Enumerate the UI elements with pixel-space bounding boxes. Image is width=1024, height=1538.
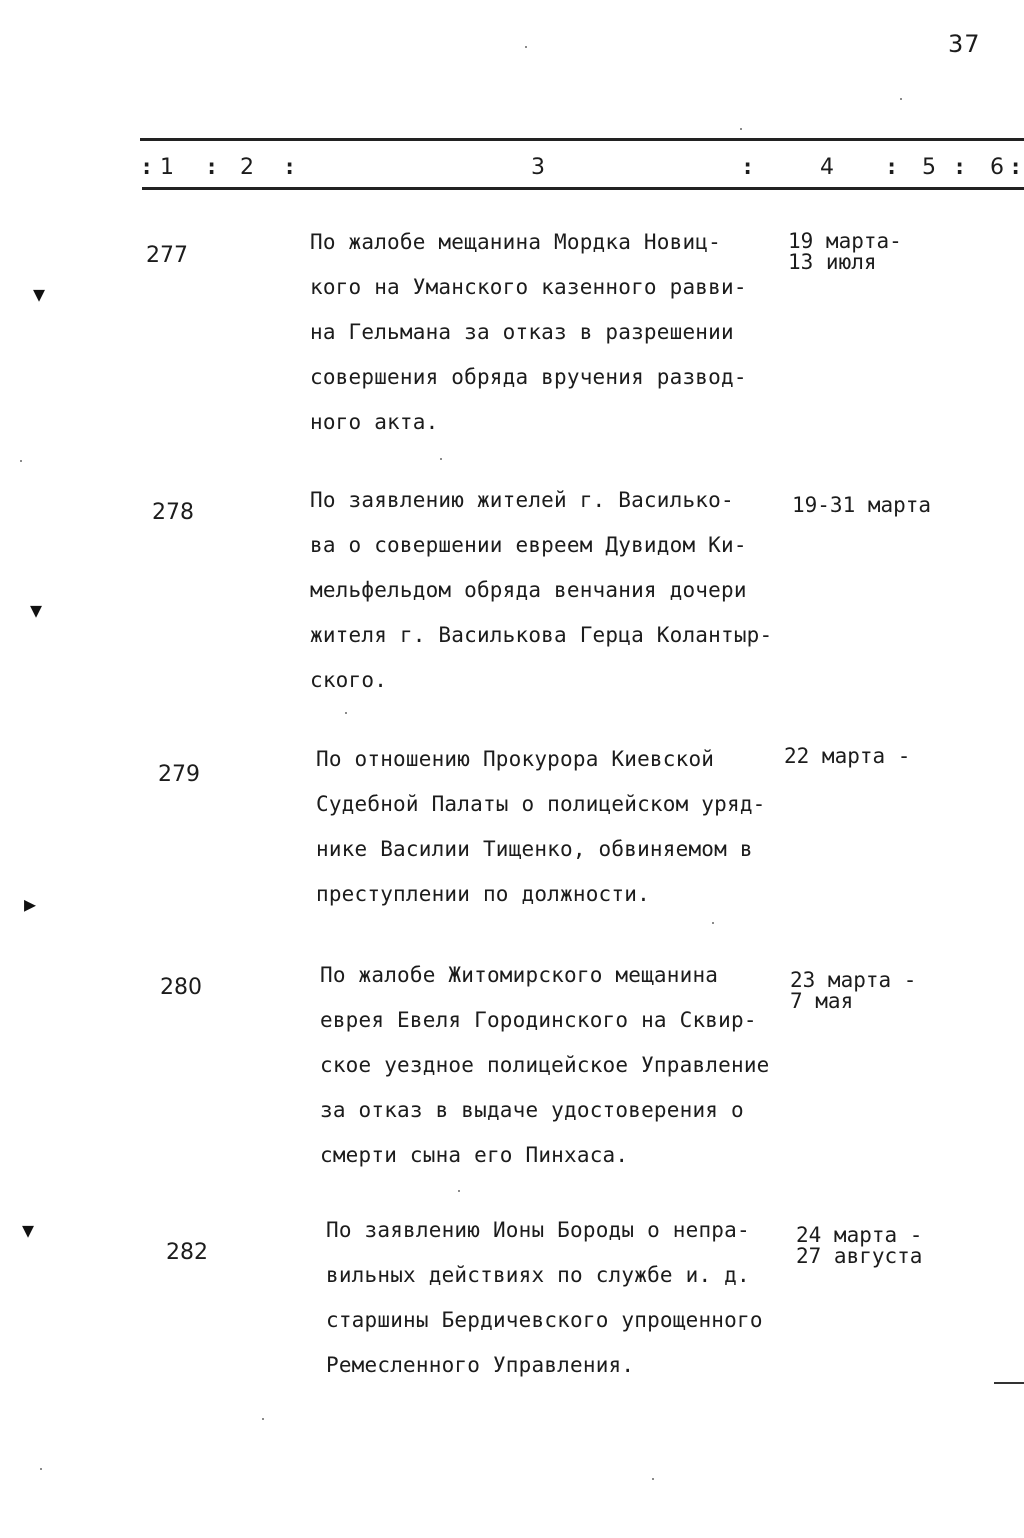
margin-mark-icon: ▼ xyxy=(22,1218,35,1242)
speck xyxy=(900,98,902,100)
margin-mark-icon: ▶ xyxy=(24,892,37,916)
margin-mark-icon: ▼ xyxy=(30,598,43,622)
column-separator: : xyxy=(1009,155,1023,180)
column-header-3: 3 xyxy=(531,155,545,180)
column-header-5: 5 xyxy=(922,155,936,180)
speck xyxy=(440,458,442,460)
column-separator: : xyxy=(283,155,297,180)
column-header-6: 6 xyxy=(990,155,1004,180)
speck xyxy=(458,1190,460,1192)
speck xyxy=(40,1468,42,1470)
speck xyxy=(740,128,742,130)
entry-number: 280 xyxy=(160,975,202,1000)
entry-date: 24 марта - 27 августа xyxy=(796,1223,923,1268)
entry-text: По заявлению жителей г. Василько- ва о совершении евреем Дувидом Ки- мельфельдом обряда венчания дочери жителя г. Василькова Герца Колантыр- ского. xyxy=(310,488,773,692)
header-rule-top xyxy=(140,138,1024,141)
speck xyxy=(20,460,22,462)
column-separator: : xyxy=(953,155,967,180)
header-rule-bottom xyxy=(142,187,1024,190)
entry-date: 19-31 марта xyxy=(792,493,932,517)
entry-date: 19 марта- 13 июля xyxy=(788,229,902,274)
entry-text: По жалобе мещанина Мордка Новиц- кого на Уманского казенного равви- на Гельмана за отказ в разрешении совершения обряда вручения развод- ного акта. xyxy=(310,230,747,434)
speck xyxy=(345,712,347,714)
entry-number: 282 xyxy=(166,1240,208,1265)
column-separator: : xyxy=(885,155,899,180)
margin-mark-icon: ▼ xyxy=(33,282,46,306)
entry-number: 277 xyxy=(146,243,188,268)
entry-number: 278 xyxy=(152,500,194,525)
speck xyxy=(652,1478,654,1480)
speck xyxy=(525,46,527,48)
entry-date: 23 марта - 7 мая xyxy=(790,968,917,1013)
page-number: 37 xyxy=(948,30,981,58)
entry-text: По жалобе Житомирского мещанина еврея Евеля Городинского на Сквир- ское уездное полицейское Управление за отказ в выдаче удостоверения о смерти сына его Пинхаса. xyxy=(320,963,770,1167)
entry-text: По заявлению Ионы Бороды о непра- вильных действиях по службе и. д. старшины Бердичевского упрощенного Ремесленного Управления. xyxy=(326,1218,763,1377)
column-header-4: 4 xyxy=(820,155,834,180)
column-separator: : xyxy=(140,155,154,180)
column-header-2: 2 xyxy=(240,155,254,180)
speck xyxy=(262,1418,264,1420)
page-edge-line xyxy=(994,1382,1024,1384)
column-header-1: 1 xyxy=(160,155,174,180)
column-separator: : xyxy=(741,155,755,180)
column-separator: : xyxy=(205,155,219,180)
entry-number: 279 xyxy=(158,762,200,787)
entry-date: 22 марта - xyxy=(784,744,911,768)
speck xyxy=(712,922,714,924)
entry-text: По отношению Прокурора Киевской Судебной Палаты о полицейском уряд- нике Василии Тищенко, обвиняемом в преступлении по должности. xyxy=(316,747,766,906)
